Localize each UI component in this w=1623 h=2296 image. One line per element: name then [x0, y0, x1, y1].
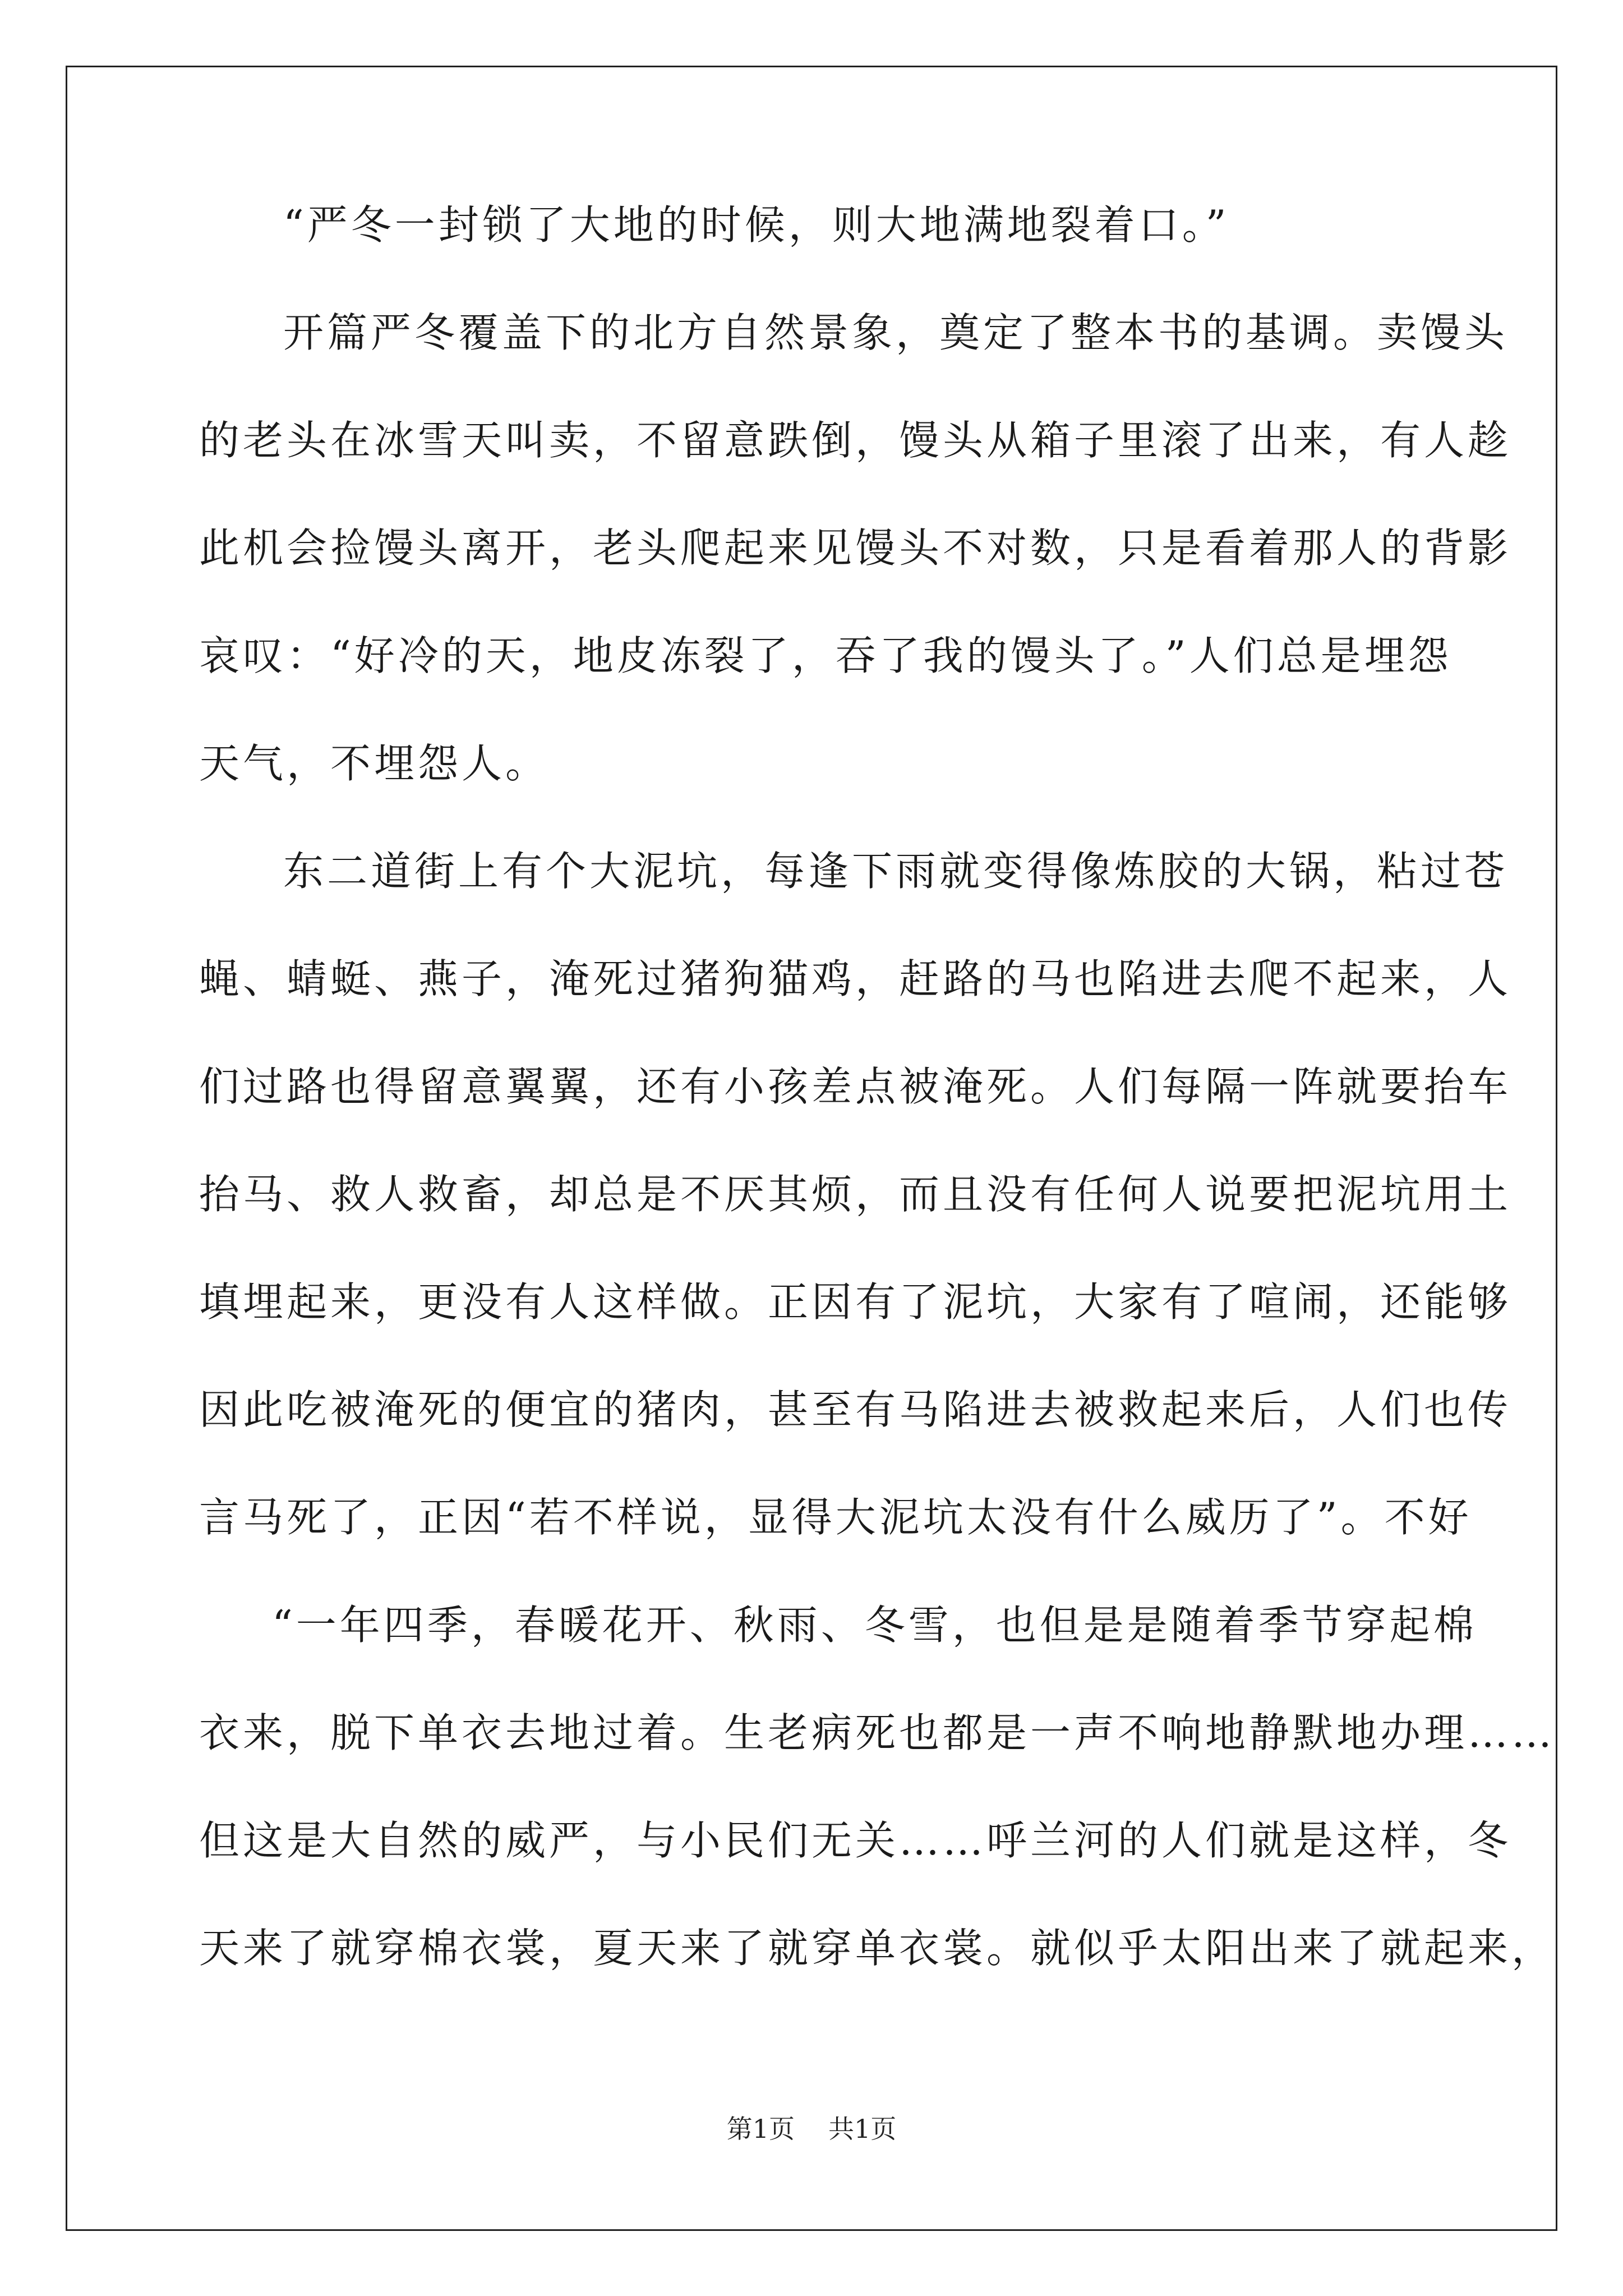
text-line: 天来了就穿棉衣裳，夏天来了就穿单衣裳。就似乎太阳出来了就起来，	[199, 1925, 1556, 1972]
text-line: 衣来，脱下单衣去地过着。生老病死也都是一声不响地静默地办理……	[199, 1709, 1556, 1756]
text-line: 开篇严冬覆盖下的北方自然景象，奠定了整本书的基调。卖馒头	[283, 309, 1509, 356]
page-footer	[0, 2112, 1623, 2146]
text-line: 此机会捡馒头离开，老头爬起来见馒头不对数，只是看着那人的背影	[199, 524, 1512, 572]
text-line: 蝇、蜻蜓、燕子，淹死过猪狗猫鸡，赶路的马也陷进去爬不起来，人	[199, 955, 1512, 1002]
page-number: 第1页	[726, 2114, 795, 2144]
text-line: 天气，不埋怨人。	[199, 740, 550, 787]
document-body	[199, 197, 1556, 2028]
text-line: 东二道街上有个大泥坑，每逢下雨就变得像炼胶的大锅，粘过苍	[283, 848, 1509, 895]
text-line: “一年四季，春暖花开、秋雨、冬雪，也但是是随着季节穿起棉	[272, 1602, 1477, 1649]
text-line: 们过路也得留意翼翼，还有小孩差点被淹死。人们每隔一阵就要抬车	[199, 1063, 1512, 1110]
text-line: “严冬一封锁了大地的时候，则大地满地裂着口。”	[283, 201, 1230, 249]
text-line: 抬马、救人救畜，却总是不厌其烦，而且没有任何人说要把泥坑用土	[199, 1171, 1512, 1218]
page-total: 共1页	[828, 2114, 897, 2144]
text-line: 言马死了，正因“若不样说，显得大泥坑太没有什么威历了”。不好	[199, 1494, 1472, 1541]
text-line: 哀叹：“好冷的天，地皮冻裂了，吞了我的馒头了。”人们总是埋怨	[199, 632, 1452, 679]
text-line: 但这是大自然的威严，与小民们无关……呼兰河的人们就是这样，冬	[199, 1817, 1512, 1864]
text-line: 因此吃被淹死的便宜的猪肉，甚至有马陷进去被救起来后，人们也传	[199, 1386, 1512, 1433]
text-line: 填埋起来，更没有人这样做。正因有了泥坑，大家有了喧闹，还能够	[199, 1278, 1512, 1326]
text-line: 的老头在冰雪天叫卖，不留意跌倒，馒头从箱子里滚了出来，有人趁	[199, 417, 1512, 464]
